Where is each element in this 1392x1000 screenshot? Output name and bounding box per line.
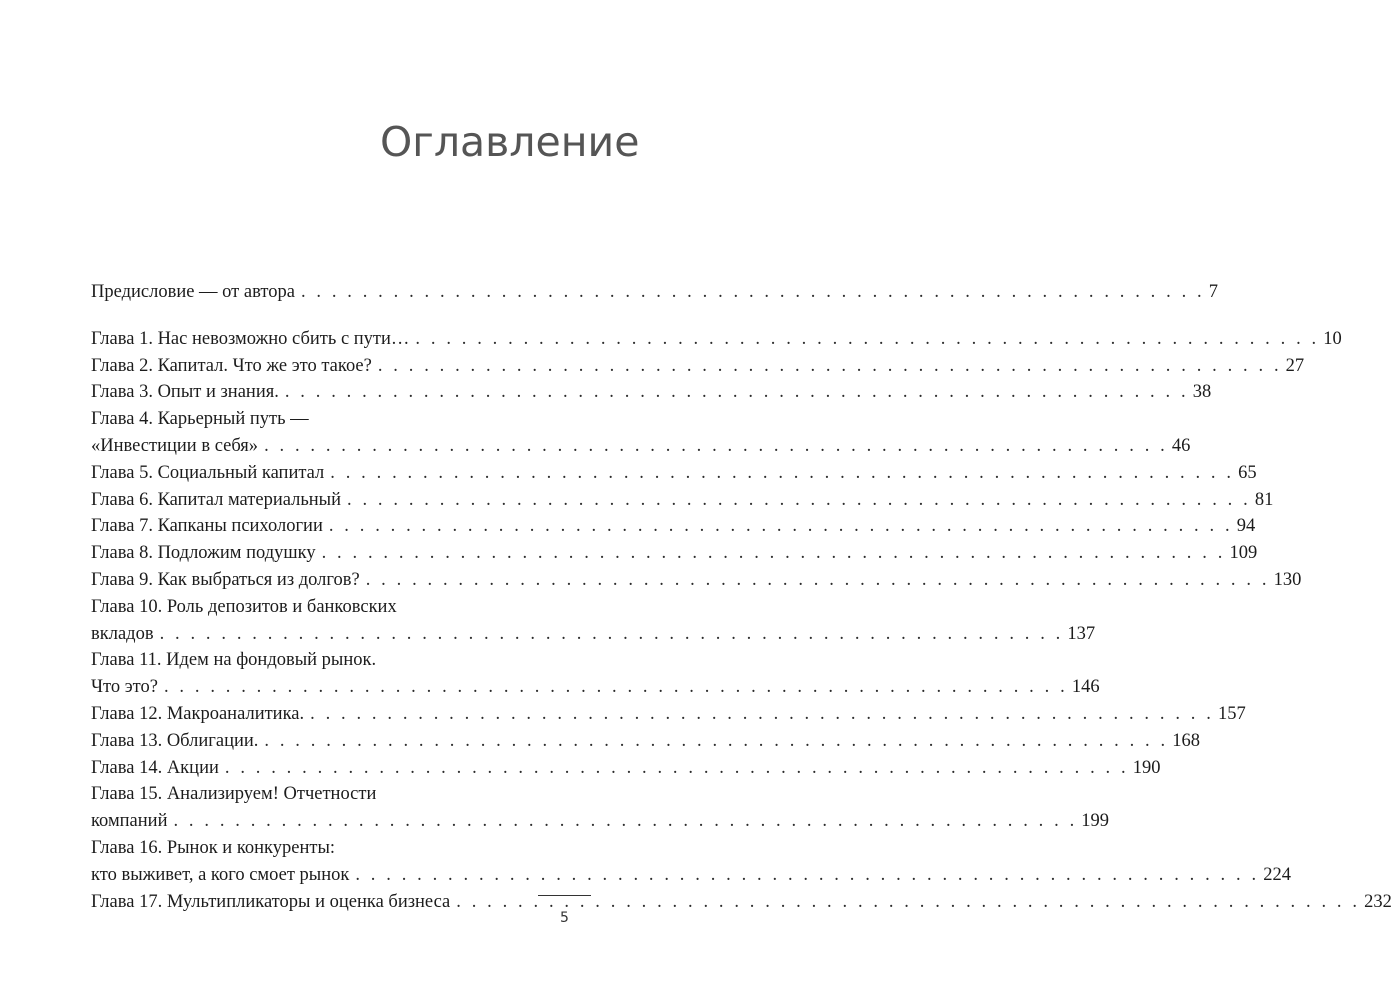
- toc-entry-line: [91, 487, 1274, 514]
- toc-page-number: 109: [1229, 543, 1258, 564]
- toc-entry-line: [91, 406, 537, 433]
- dot-leader: . . . . . . . . . . . . . . . . . . . . . . . . . . . . . . . . . . . . . . . . . . . . . . . . . . . . . . . . . . .: [284, 382, 1189, 403]
- toc-page-number: 224: [1263, 864, 1291, 885]
- toc-entry-chapter-8: [91, 540, 1258, 567]
- toc-entry-line: [91, 701, 1246, 728]
- toc-page-number: 190: [1132, 757, 1161, 778]
- toc-entry-title: Глава 12. Макроаналитика.: [91, 703, 305, 724]
- toc-entry-title: Глава 11. Идем на фондовый рынок.: [91, 650, 377, 671]
- toc-entry-title: Глава 8. Подложим подушку: [91, 543, 316, 564]
- dot-leader: . . . . . . . . . . . . . . . . . . . . . . . . . . . . . . . . . . . . . . . . . . . . . . . . . . . . . . . . . . .: [163, 677, 1068, 698]
- toc-entry-line: [91, 433, 1191, 460]
- toc-entry-line: [91, 621, 1096, 648]
- toc-entry-title: Глава 10. Роль депозитов и банковских: [91, 596, 397, 617]
- toc-entry-title: Глава 9. Как выбраться из долгов?: [91, 569, 360, 590]
- toc-entry-chapter-13: [91, 728, 1200, 755]
- toc-entry-title: Глава 14. Акции: [91, 757, 219, 778]
- toc-entry-chapter-11: [91, 647, 1100, 701]
- toc-entry-line: [91, 567, 1302, 594]
- page-number: 5: [560, 910, 569, 926]
- toc-entry-line: [91, 353, 1305, 380]
- toc-entry-line: [91, 540, 1258, 567]
- toc-page-number: 232: [1364, 891, 1392, 912]
- dot-leader: . . . . . . . . . . . . . . . . . . . . . . . . . . . . . . . . . . . . . . . . . . . . . . . . . . . . . . . . . . .: [365, 569, 1270, 590]
- toc-entry-title: компаний: [91, 811, 168, 832]
- toc-entry-line: [91, 808, 1110, 835]
- dot-leader: . . . . . . . . . . . . . . . . . . . . . . . . . . . . . . . . . . . . . . . . . . . . . . . . . . . . . . . . . . .: [159, 623, 1064, 644]
- toc-entry-chapter-1: [91, 326, 1342, 353]
- dot-leader: . . . . . . . . . . . . . . . . . . . . . . . . . . . . . . . . . . . . . . . . . . . . . . . . . . . . . . . . . . .: [328, 516, 1233, 537]
- toc-entry-title: Глава 13. Облигации.: [91, 730, 259, 751]
- toc-entry-line: [91, 755, 1161, 782]
- dot-leader: . . . . . . . . . . . . . . . . . . . . . . . . . . . . . . . . . . . . . . . . . . . . . . . . . . . . . . . . . . .: [347, 489, 1251, 510]
- toc-page-number: 27: [1285, 355, 1305, 376]
- dot-leader: . . . . . . . . . . . . . . . . . . . . . . . . . . . . . . . . . . . . . . . . . . . . . . . . . . . . . . . . . . .: [173, 811, 1078, 832]
- toc-entry-line: [91, 379, 1212, 406]
- toc-entry-chapter-6: [91, 487, 1274, 514]
- toc-entry-chapter-2: [91, 353, 1305, 380]
- toc-page-number: 130: [1273, 569, 1302, 590]
- toc-entry-title: Глава 15. Анализируем! Отчетности: [91, 784, 377, 805]
- dot-leader: . . . . . . . . . . . . . . . . . . . . . . . . . . . . . . . . . . . . . . . . . . . . . . . . . . . . . . . . . . .: [377, 355, 1282, 376]
- toc-entry-title: Глава 6. Капитал материальный: [91, 489, 342, 510]
- toc-page-number: 7: [1208, 282, 1219, 302]
- toc-page-number: 137: [1067, 623, 1096, 644]
- toc-entry-title: «Инвестиции в себя»: [91, 435, 259, 456]
- toc-entry-title: Глава 16. Рынок и конкуренты:: [91, 837, 336, 858]
- toc-page-number: 10: [1323, 328, 1342, 349]
- toc-entry-chapter-16: [91, 835, 1291, 889]
- toc-entry-title: Глава 3. Опыт и знания.: [91, 382, 279, 403]
- toc-entry-title: Глава 4. Карьерный путь —: [91, 409, 309, 430]
- toc-entry-title: Что это?: [91, 677, 158, 698]
- toc-page-number: 168: [1172, 730, 1200, 751]
- toc-entry-chapter-9: [91, 567, 1302, 594]
- toc-entry-chapter-12: [91, 701, 1246, 728]
- dot-leader: . . . . . . . . . . . . . . . . . . . . . . . . . . . . . . . . . . . . . . . . . . . . . . . . . . . . . . . . . . .: [415, 328, 1320, 349]
- toc-entry-line: [91, 674, 1100, 701]
- dot-leader: . . . . . . . . . . . . . . . . . . . . . . . . . . . . . . . . . . . . . . . . . . . . . . . . . . . . . . . . . . .: [321, 543, 1226, 564]
- dot-leader: . . . . . . . . . . . . . . . . . . . . . . . . . . . . . . . . . . . . . . . . . . . . . . . . . . . . . . . . . . .: [264, 730, 1169, 751]
- toc-entry-line: [91, 594, 537, 621]
- toc-page-number: 38: [1192, 382, 1212, 403]
- toc-entry-title: Глава 1. Нас невозможно сбить с пути…: [91, 328, 410, 349]
- toc-page-number: 81: [1254, 489, 1274, 510]
- toc-page-number: 157: [1217, 703, 1246, 724]
- toc-entry-line: [91, 835, 537, 862]
- toc-entry-title: Глава 17. Мультипликаторы и оценка бизнеса: [91, 891, 451, 912]
- toc-entry-line: [91, 647, 537, 674]
- toc-entry-preface: [91, 279, 1219, 306]
- dot-leader: . . . . . . . . . . . . . . . . . . . . . . . . . . . . . . . . . . . . . . . . . . . . . . . . . . . . . . . . . . .: [264, 435, 1168, 456]
- toc-entry-chapter-3: [91, 379, 1212, 406]
- toc-entry-line: [91, 326, 1342, 353]
- toc-entry-title: Глава 7. Капканы психологии: [91, 516, 323, 537]
- toc-entry-chapter-10: [91, 594, 1096, 648]
- dot-leader: . . . . . . . . . . . . . . . . . . . . . . . . . . . . . . . . . . . . . . . . . . . . . . . . . . . . . . . . . . .: [355, 864, 1260, 885]
- toc-page-number: 65: [1238, 462, 1257, 483]
- toc-page-number: 94: [1236, 516, 1256, 537]
- toc-entry-chapter-4: [91, 406, 1191, 460]
- footer-rule: [538, 895, 591, 896]
- toc-entry-chapter-17: [91, 889, 1392, 916]
- toc-entry-chapter-14: [91, 755, 1161, 782]
- toc-entry-line: [91, 460, 1257, 487]
- toc-entry-title: Предисловие — от автора: [91, 282, 295, 302]
- toc-entry-chapter-15: [91, 781, 1110, 835]
- dot-leader: . . . . . . . . . . . . . . . . . . . . . . . . . . . . . . . . . . . . . . . . . . . . . . . . . . . . . . . . . . .: [330, 462, 1235, 483]
- toc-entry-line: [91, 781, 537, 808]
- toc-page-number: 146: [1071, 677, 1100, 698]
- toc-entry-title: вкладов: [91, 623, 154, 644]
- dot-leader: . . . . . . . . . . . . . . . . . . . . . . . . . . . . . . . . . . . . . . . . . . . . . . . . . . . . . . . . . . .: [456, 891, 1361, 912]
- dot-leader: . . . . . . . . . . . . . . . . . . . . . . . . . . . . . . . . . . . . . . . . . . . . . . . . . . . . . . . . . . .: [310, 703, 1214, 724]
- toc-entry-line: [91, 279, 1219, 306]
- dot-leader: . . . . . . . . . . . . . . . . . . . . . . . . . . . . . . . . . . . . . . . . . . . . . . . . . . . . . . . . . . .: [224, 757, 1129, 778]
- toc-entry-chapter-5: [91, 460, 1257, 487]
- toc-entry-chapter-7: [91, 513, 1256, 540]
- toc-entry-line: [91, 862, 1291, 889]
- toc-entry-line: [91, 513, 1256, 540]
- toc-entry-title: кто выживет, а кого смоет рынок: [91, 864, 350, 885]
- toc-entry-title: Глава 2. Капитал. Что же это такое?: [91, 355, 372, 376]
- toc-entry-title: Глава 5. Социальный капитал: [91, 462, 325, 483]
- toc-entry-line: [91, 889, 1392, 916]
- toc-entry-line: [91, 728, 1200, 755]
- table-of-contents: [91, 279, 1392, 915]
- toc-page-number: 46: [1171, 435, 1191, 456]
- toc-page-number: 199: [1081, 811, 1110, 832]
- dot-leader: . . . . . . . . . . . . . . . . . . . . . . . . . . . . . . . . . . . . . . . . . . . . . . . . . . . . . . . . . . .: [300, 282, 1205, 302]
- page-title: Оглавление: [380, 118, 640, 166]
